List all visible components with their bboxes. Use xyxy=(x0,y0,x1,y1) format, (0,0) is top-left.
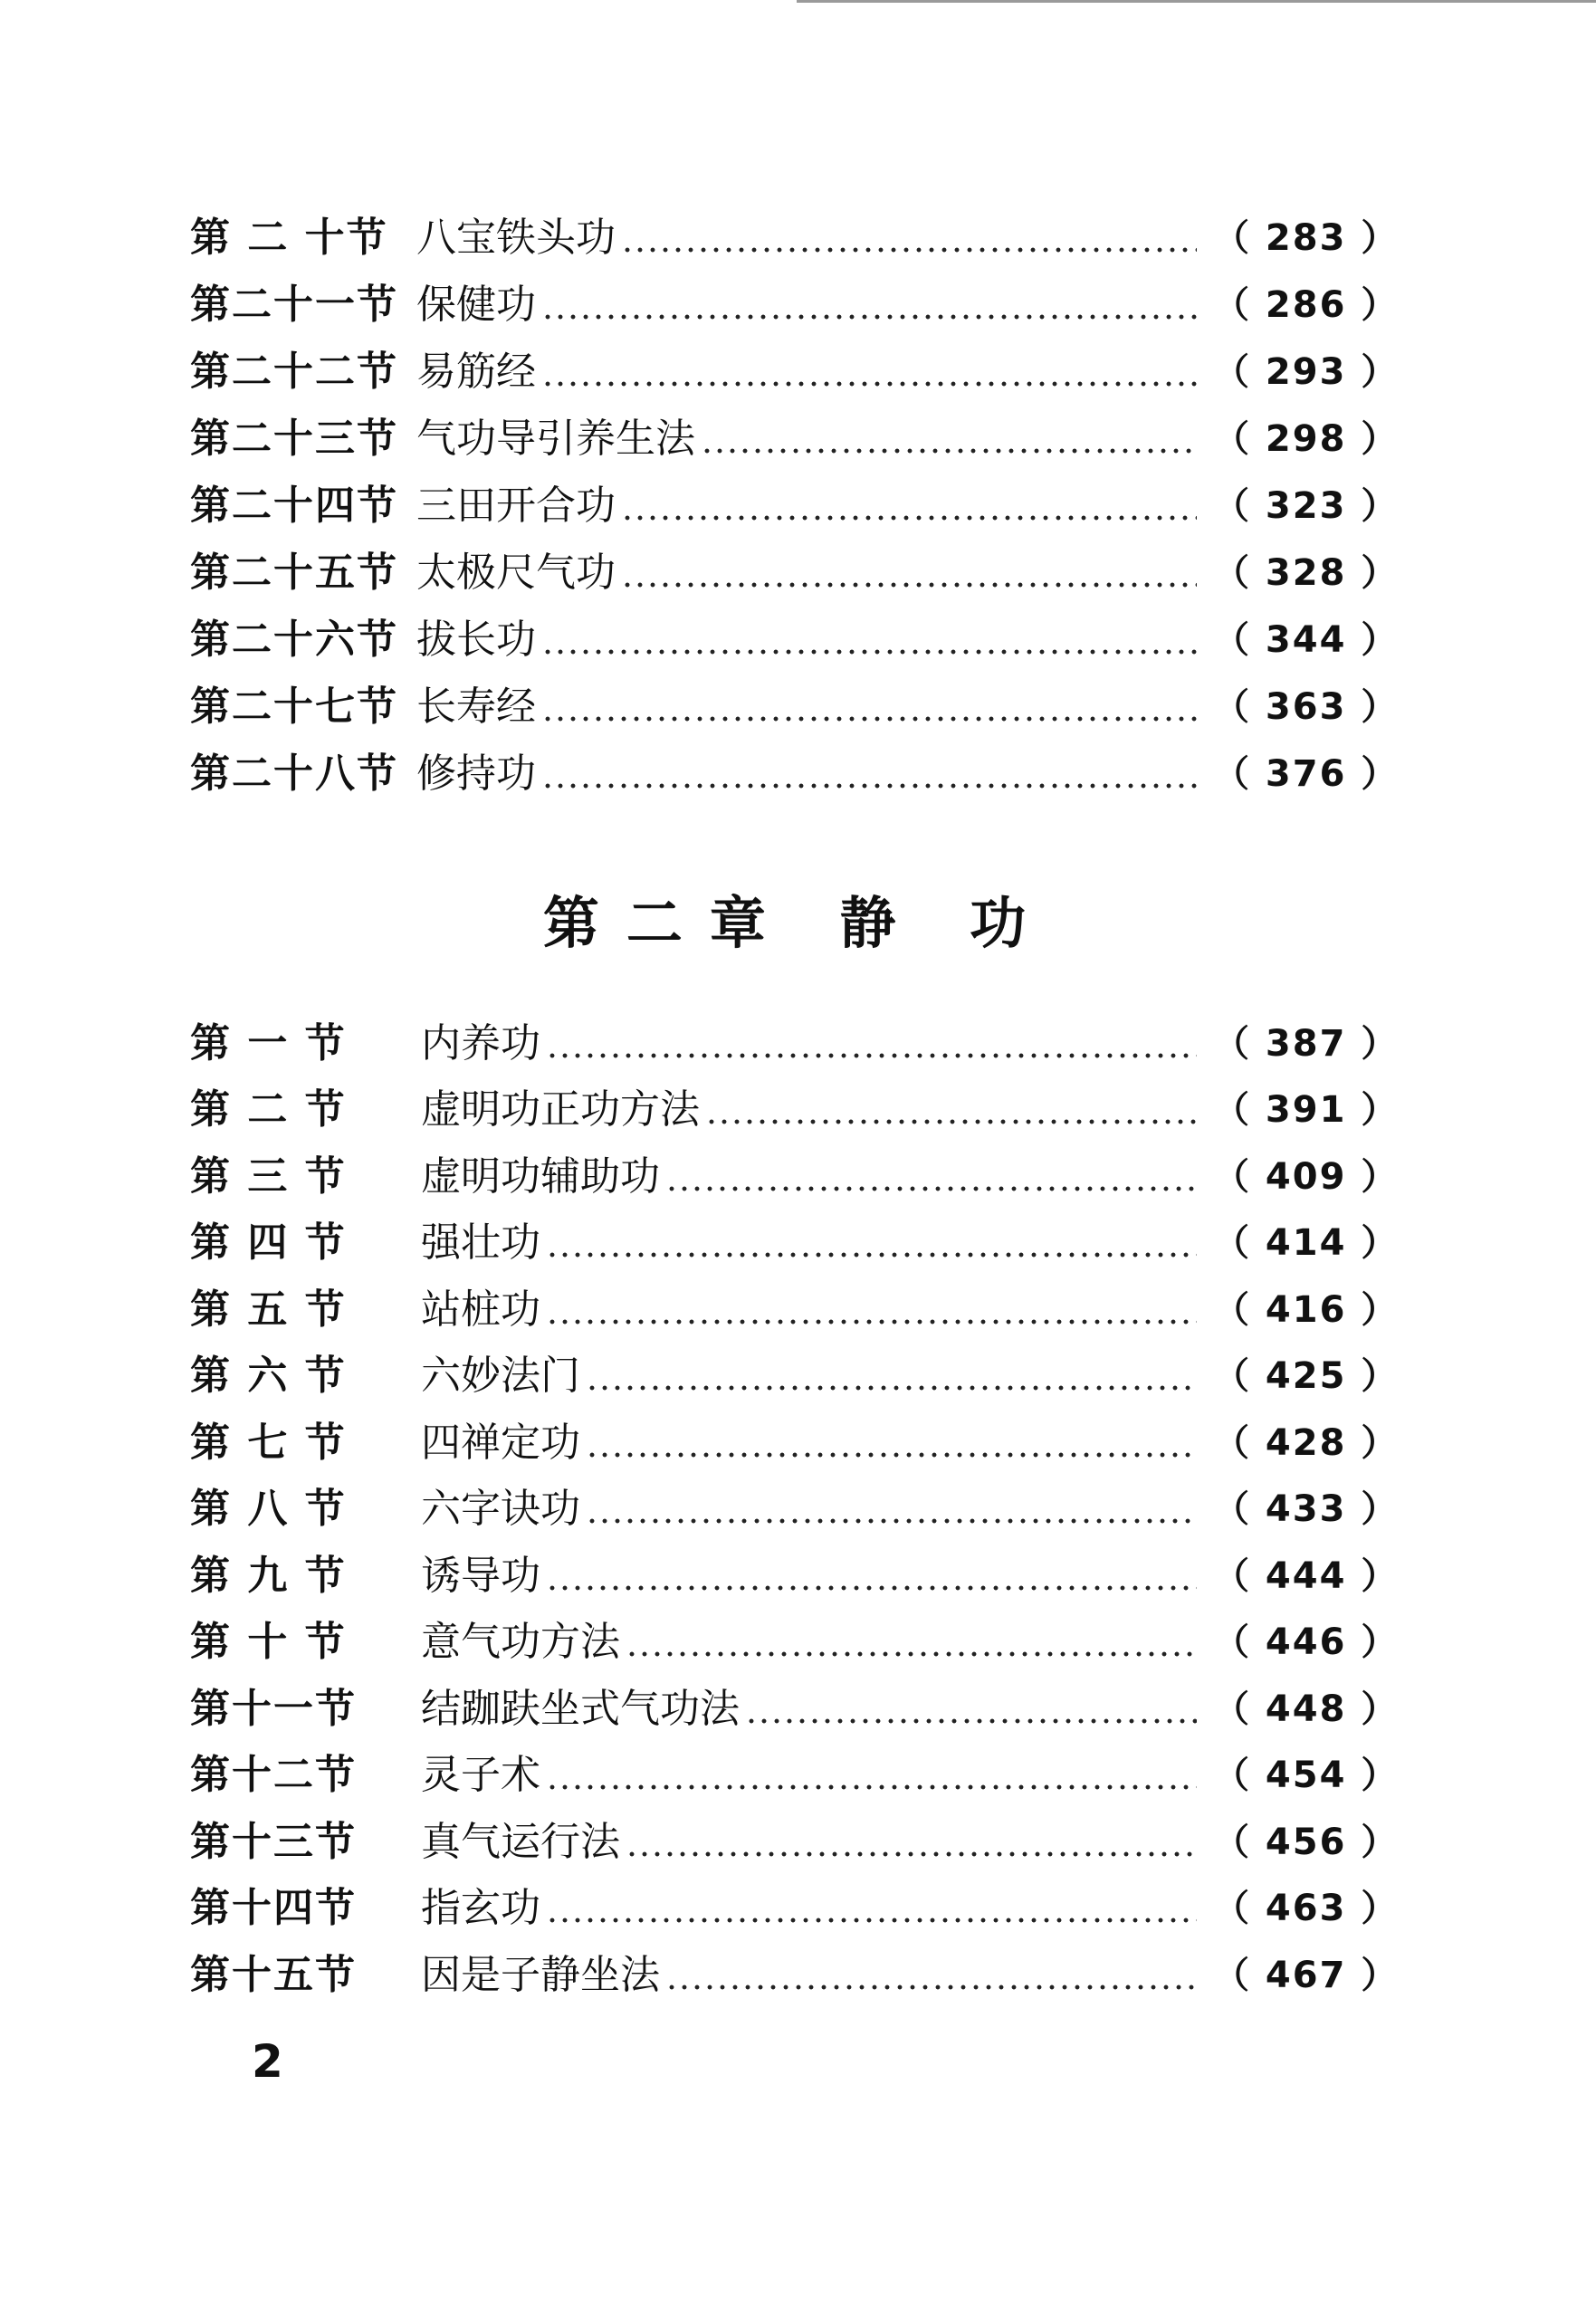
toc-entry[interactable] xyxy=(190,1809,1400,1876)
dot-leader xyxy=(541,620,1197,660)
section-title: 虚明功辅助功 xyxy=(421,1157,665,1197)
dot-leader xyxy=(745,1689,1197,1729)
dot-leader xyxy=(541,285,1197,325)
toc-entry[interactable] xyxy=(190,1210,1400,1277)
page-reference: （ 467 ） xyxy=(1213,1954,1400,1996)
page-reference: （ 283 ） xyxy=(1213,217,1400,259)
toc-entry[interactable] xyxy=(190,1010,1400,1077)
section-label: 第 五 节 xyxy=(190,1286,347,1333)
section-title: 拔长功 xyxy=(416,620,541,660)
section-label: 第 十 节 xyxy=(190,1619,347,1666)
toc-list-chapter-two xyxy=(190,1010,1400,2009)
toc-entry[interactable] xyxy=(190,205,1400,272)
dot-leader xyxy=(586,1356,1197,1396)
section-title: 易筋经 xyxy=(416,352,541,392)
page-reference: （ 391 ） xyxy=(1213,1089,1400,1132)
section-label: 第 八 节 xyxy=(190,1486,347,1533)
toc-entry[interactable] xyxy=(190,1477,1400,1544)
dot-leader xyxy=(665,1956,1197,1995)
dot-leader xyxy=(546,1889,1197,1928)
section-title: 灵子术 xyxy=(421,1755,546,1795)
dot-leader xyxy=(705,1090,1197,1130)
page-reference: （ 428 ） xyxy=(1213,1421,1400,1464)
section-title: 因是子静坐法 xyxy=(421,1956,665,1995)
top-rule xyxy=(797,0,1596,3)
toc-entry[interactable] xyxy=(190,741,1400,808)
section-title: 四禅定功 xyxy=(421,1423,586,1463)
toc-entry[interactable] xyxy=(190,406,1400,473)
dot-leader xyxy=(701,419,1197,459)
toc-entry[interactable] xyxy=(190,674,1400,741)
section-title: 六妙法门 xyxy=(421,1356,586,1396)
section-label: 第 七 节 xyxy=(190,1419,347,1466)
dot-leader xyxy=(586,1489,1197,1529)
section-title: 诱导功 xyxy=(421,1556,546,1596)
section-title: 长寿经 xyxy=(416,687,541,727)
section-title: 虚明功正功方法 xyxy=(421,1090,705,1130)
page-reference: （ 425 ） xyxy=(1213,1355,1400,1398)
toc-entry[interactable] xyxy=(190,1543,1400,1610)
section-label: 第十四节 xyxy=(190,1885,357,1932)
section-title: 气功导引养生法 xyxy=(416,419,701,459)
page-reference: （ 463 ） xyxy=(1213,1888,1400,1930)
section-label: 第 二 节 xyxy=(190,1086,347,1133)
section-label: 第二十四节 xyxy=(190,483,398,529)
chapter-heading: 第二章 静 功 xyxy=(542,890,1054,956)
dot-leader xyxy=(621,553,1197,593)
page-reference: （ 446 ） xyxy=(1213,1621,1400,1664)
toc-entry[interactable] xyxy=(190,339,1400,406)
section-title: 内养功 xyxy=(421,1024,546,1064)
section-title: 真气运行法 xyxy=(421,1822,626,1862)
page-reference: （ 328 ） xyxy=(1213,552,1400,594)
section-title: 三田开合功 xyxy=(416,486,621,526)
section-title: 保健功 xyxy=(416,285,541,325)
page-reference: （ 448 ） xyxy=(1213,1688,1400,1730)
toc-entry[interactable] xyxy=(190,1876,1400,1943)
dot-leader xyxy=(626,1622,1197,1662)
dot-leader xyxy=(621,486,1197,526)
section-title: 六字诀功 xyxy=(421,1489,586,1529)
section-label: 第 六 节 xyxy=(190,1353,347,1400)
dot-leader xyxy=(626,1822,1197,1862)
section-label: 第二十七节 xyxy=(190,684,398,730)
dot-leader xyxy=(546,1024,1197,1064)
page-reference: （ 409 ） xyxy=(1213,1155,1400,1198)
page-reference: （ 344 ） xyxy=(1213,619,1400,661)
toc-entry[interactable] xyxy=(190,1344,1400,1411)
toc-entry[interactable] xyxy=(190,1676,1400,1743)
section-label: 第 二 十节 xyxy=(190,215,388,261)
section-label: 第十五节 xyxy=(190,1951,357,1998)
dot-leader xyxy=(586,1423,1197,1463)
dot-leader xyxy=(546,1223,1197,1263)
page-reference: （ 433 ） xyxy=(1213,1488,1400,1531)
page-reference: （ 298 ） xyxy=(1213,418,1400,460)
dot-leader xyxy=(621,218,1197,258)
page-reference: （ 363 ） xyxy=(1213,686,1400,728)
section-label: 第二十八节 xyxy=(190,751,398,797)
section-label: 第 九 节 xyxy=(190,1552,347,1599)
dot-leader xyxy=(546,1556,1197,1596)
dot-leader xyxy=(665,1157,1197,1197)
section-label: 第 三 节 xyxy=(190,1152,347,1200)
dot-leader xyxy=(541,687,1197,727)
section-title: 强壮功 xyxy=(421,1223,546,1263)
toc-entry[interactable] xyxy=(190,1143,1400,1210)
toc-entry[interactable] xyxy=(190,1077,1400,1144)
page-reference: （ 454 ） xyxy=(1213,1755,1400,1797)
section-label: 第二十五节 xyxy=(190,550,398,596)
toc-entry[interactable] xyxy=(190,473,1400,540)
toc-list-chapter-one-continued xyxy=(190,205,1400,808)
section-title: 八宝铁头功 xyxy=(416,218,621,258)
page-reference: （ 444 ） xyxy=(1213,1554,1400,1597)
page-reference: （ 323 ） xyxy=(1213,485,1400,527)
page-reference: （ 387 ） xyxy=(1213,1022,1400,1065)
section-label: 第十三节 xyxy=(190,1818,357,1865)
section-title: 站桩功 xyxy=(421,1290,546,1330)
section-title: 太极尺气功 xyxy=(416,553,621,593)
page-reference: （ 456 ） xyxy=(1213,1821,1400,1863)
page-reference: （ 286 ） xyxy=(1213,284,1400,326)
section-label: 第 一 节 xyxy=(190,1019,347,1066)
page-reference: （ 376 ） xyxy=(1213,753,1400,795)
dot-leader xyxy=(546,1290,1197,1330)
toc-entry[interactable] xyxy=(190,607,1400,674)
section-title: 修持功 xyxy=(416,754,541,794)
page-reference: （ 293 ） xyxy=(1213,351,1400,393)
toc-entry[interactable] xyxy=(190,1942,1400,2009)
toc-entry[interactable] xyxy=(190,1610,1400,1677)
page-reference: （ 416 ） xyxy=(1213,1288,1400,1331)
section-label: 第十一节 xyxy=(190,1685,357,1732)
toc-entry[interactable] xyxy=(190,1743,1400,1810)
toc-entry[interactable] xyxy=(190,1410,1400,1477)
section-label: 第二十三节 xyxy=(190,416,398,462)
toc-entry[interactable] xyxy=(190,272,1400,339)
section-title: 意气功方法 xyxy=(421,1622,626,1662)
section-title: 指玄功 xyxy=(421,1889,546,1928)
section-title: 结跏趺坐式气功法 xyxy=(421,1689,745,1729)
toc-entry[interactable] xyxy=(190,1277,1400,1344)
section-label: 第二十六节 xyxy=(190,617,398,663)
dot-leader xyxy=(541,754,1197,794)
page-number: 2 xyxy=(252,2035,283,2088)
section-label: 第十二节 xyxy=(190,1752,357,1799)
section-label: 第二十二节 xyxy=(190,349,398,395)
section-label: 第 四 节 xyxy=(190,1219,347,1267)
dot-leader xyxy=(546,1755,1197,1795)
toc-entry[interactable] xyxy=(190,540,1400,607)
dot-leader xyxy=(541,352,1197,392)
page-reference: （ 414 ） xyxy=(1213,1222,1400,1265)
section-label: 第二十一节 xyxy=(190,282,398,328)
